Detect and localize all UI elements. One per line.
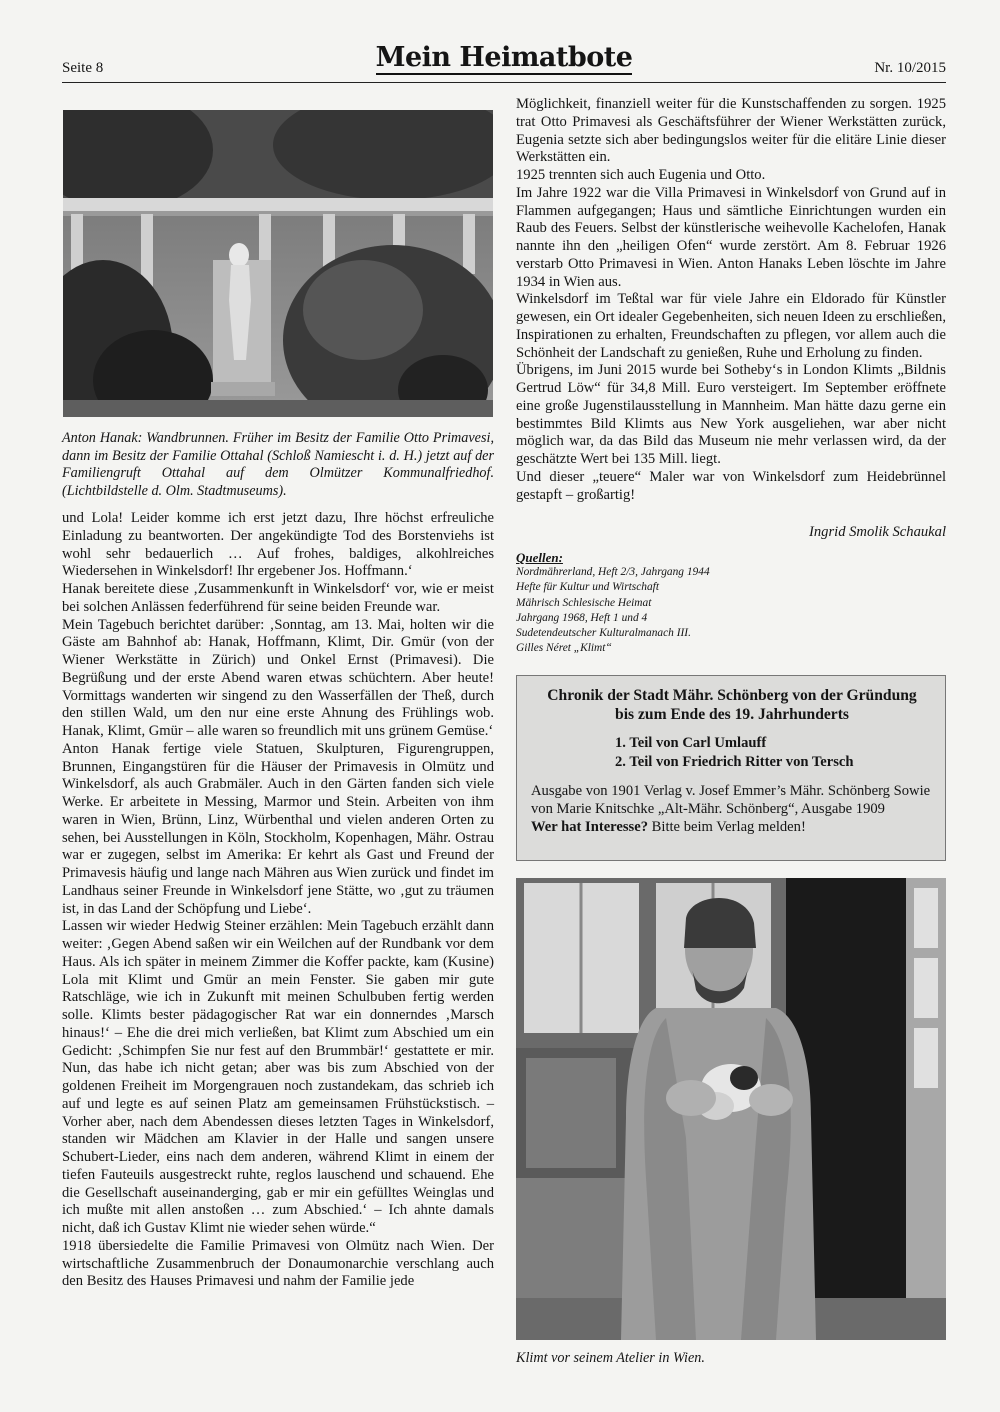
paragraph: und Lola! Leider komme ich erst jetzt dazu, Ihre höchst erfreuliche Einladung zu beantworten. Der angekündigte Tod des Borstenviehs ist wohl sehr bedauerlich … Auf frohes, baldiges, alkohlreiches Wiedersehen in Winkelsdorf! Ihr ergebener Jos. Hoffmann.‘ xyxy=(62,510,494,580)
source-item: Gilles Néret „Klimt“ xyxy=(516,642,612,655)
paragraph: Im Jahre 1922 war die Villa Primavesi in Winkelsdorf von Grund auf in Flammen aufgegangen; Haus und sämtliche Einrichtungen wurden ein Raub des Feuers. Selbst der künstlerische weihevolle Kachelofen, Hanak nannte ihn den „heiligen Ofen“ wurde zerstört. Am 8. Februar 1926 verstarb Otto Primavesi in Wien. Anton Hanaks Leben löschte im Jahre 1934 in Wien aus. xyxy=(516,184,946,290)
masthead-title xyxy=(62,42,946,75)
right-column-text xyxy=(516,96,946,504)
source-item: Nordmährerland, Heft 2/3, Jahrgang 1944 xyxy=(516,566,710,579)
paragraph: 1925 trennten sich auch Eugenia und Otto. xyxy=(516,167,766,183)
ad-text xyxy=(531,783,933,836)
paragraph: Mein Tagebuch berichtet darüber: ‚Sonntag, am 13. Mai, holten wir die Gäste am Bahnhof ab: Hanak, Hoffmann, Klimt, Dir. Gmür (von der Wiener Werkstätte in Zürich) und Onkel Ernst (Primavesi). Die Begrüßung und der erste Abend waren etwas schüchtern. Aber heute! Vormittags wanderten wir singend zu den Wasserfällen der Theß, durch den stillen Wald, um den nur eine erste Ahnung des Frühlings wob. Hanak, Klimt, Gmür – alle waren so freundlich mit uns grünem Gemüse.‘ xyxy=(62,616,494,739)
source-item: Hefte für Kultur und Wirtschaft xyxy=(516,581,660,594)
paragraph: Hanak bereitete diese ‚Zusammenkunft in Winkelsdorf‘ vor, wie er meist bei solchen Anlässen federführend für seine beiden Freunde war. xyxy=(62,581,494,615)
paragraph: Lassen wir wieder Hedwig Steiner erzählen: Mein Tagebuch erzählt dann weiter: ‚Gegen Abend saßen wir ein Weilchen auf der Rundbank vor dem Haus. Als ich später in meinem Zimmer die Koffer packte, kam (Kusine) Lola mit Klimt und Gmür an mein Fenster. Sie gaben mir gute Ratschläge, wie ich in Zukunft mit meinen Schulbuben fertig werden solle. Klimts bester pädagogischer Rat war ein donnerndes ‚Marsch hinaus!‘ – Ehe die drei mich verließen, bat Klimt zum Abschied um ein Gedicht: ‚Schimpfen Sie nur fest auf den Brummbär!‘ gestattete er mir. Nun, das habe ich nicht getan; aber was bis zum Abschied von der goldenen Freiheit im Morgengrauen noch zustandekam, das schrieb ich auf und legte es auf seinen Platz am gemeinsamen Frühstückstisch. – Vorher aber, nach dem Abendessen dieses letzten Tages in Winkelsdorf, standen wir Mädchen am Klavier in der Halle und sangen unsere Schubert-Lieder, eins nach dem anderen, während Klimt in einem der tiefen Fauteuils ausgestreckt ruhte, reglos lauschend und schauend. Ehe die Gesellschaft auseinanderging, gab er mir ein gefülltes Weinglas und ich mußte mit allen anstoßen … zum Abschied.‘ – Ich ahnte damals nicht, daß ich Gustav Klimt nie wieder sehen würde.“ xyxy=(62,918,494,1236)
ad-contact-line xyxy=(531,819,933,837)
source-item: Jahrgang 1968, Heft 1 und 4 xyxy=(516,611,648,624)
ad-question-rest: Bitte beim Verlag melden! xyxy=(648,818,806,835)
page-number: Seite 8 xyxy=(62,60,104,76)
paragraph: Winkelsdorf im Teßtal war für viele Jahre ein Eldorado für Künstler gewesen, ein Ort idealer Gegebenheiten, sich neuen Ideen zu erschließen, Inspirationen zu erhalten, Freundschaften zu pflegen, vor allem auch die Schönheit der Landschaft zu genießen, Ruhe und Erholung zu finden. xyxy=(516,291,946,361)
ad-question: Wer hat Interesse? xyxy=(531,818,649,835)
paragraph: Möglichkeit, finanziell weiter für die Kunstschaffenden zu sorgen. 1925 trat Otto Primavesi als Geschäftsführer der Wiener Werkstätten zurück, Eugenia setzte sich aber bedingungslos weiter für die elitäre Linie dieser Werkstätten ein. xyxy=(516,96,946,166)
paragraph: Anton Hanak fertige viele Statuen, Skulpturen, Figurengruppen, Brunnen, Eingangstüren für die Häuser der Primavesis in Olmütz und Winkelsdorf, als auch Grabmäler. Auch in den Gärten fanden sich viele Werke. Er arbeitete in Messing, Marmor und Stein. Arbeiten von ihm waren in Wien, Brünn, Linz, Würbenthal und vielen anderen Orten zu sehen, bei Ausstellungen in Köln, Stockholm, Kopenhagen, Mähr. Ostrau war er zugegen, selbst im Amerika: Er kehrt als Gast und Freund der Primavesis häufig und lange nach Mähren aus Wien zurück und findet im Landhaus seiner Freunde in Winkelsdorf jene Stätte, wo ‚gut zu träumen ist, in das Land der Schöpfung und Liebe‘. xyxy=(62,740,494,917)
issue-number: Nr. 10/2015 xyxy=(874,60,946,76)
fountain-illustration xyxy=(63,110,493,417)
left-column-text xyxy=(62,510,494,1291)
fountain-caption: Anton Hanak: Wandbrunnen. Früher im Besitz der Familie Otto Primavesi, dann im Besitz der Familie Ottahal (Schloß Namiescht i. d. H.) jetzt auf der Familiengruft Ottahal auf dem Olmützer Kommunalfriedhof. (Lichtbildstelle d. Olm. Stadtmuseums). xyxy=(62,430,494,499)
source-item: Sudetendeutscher Kulturalmanach III. xyxy=(516,627,691,640)
ad-title-line: Chronik der Stadt Mähr. Schönberg von der Gründung xyxy=(547,687,917,704)
klimt-photo xyxy=(516,878,946,1340)
ad-part-2: 2. Teil von Friedrich Ritter von Tersch xyxy=(615,753,854,770)
masthead-text: Mein Heimatbote xyxy=(375,42,633,73)
paragraph: Und dieser „teuere“ Maler war von Winkelsdorf zum Heidebrünnel gestapft – großartig! xyxy=(516,468,946,503)
ad-edition-text: Ausgabe von 1901 Verlag v. Josef Emmer’s Mähr. Schönberg Sowie von Marie Knitschke „Alt-Mähr. Schönberg“, Ausgabe 1909 xyxy=(531,783,931,817)
sources-heading: Quellen: xyxy=(516,550,563,565)
ad-title-line: bis zum Ende des 19. Jahrhunderts xyxy=(615,706,849,723)
page-header xyxy=(62,42,946,83)
klimt-caption: Klimt vor seinem Atelier in Wien. xyxy=(516,1350,705,1366)
ad-title xyxy=(531,686,933,724)
ad-parts xyxy=(531,734,933,771)
ad-part-1: 1. Teil von Carl Umlauff xyxy=(615,735,767,751)
chronicle-ad-box xyxy=(516,675,946,861)
paragraph: 1918 übersiedelte die Familie Primavesi von Olmütz nach Wien. Der wirtschaftliche Zusammenbruch der Donaumonarchie verschlang auch den Besitz des Hauses Primavesi und nahm der Familie jede xyxy=(62,1237,494,1290)
sources-list xyxy=(516,550,946,656)
author-signature: Ingrid Smolik Schaukal xyxy=(809,524,946,540)
fountain-photo xyxy=(63,110,493,417)
klimt-illustration xyxy=(516,878,946,1340)
paragraph: Übrigens, im Juni 2015 wurde bei Sotheby‘s in London Klimts „Bildnis Gertrud Löw“ für 34,8 Mill. Euro versteigert. Im September eröffnete eine große Jugenstilausstellung in Mannheim. Man hätte dazu gerne ein bestimmtes Bild Klimts aus New York ausgeliehen, war aber nicht möglich war, da das Bild das Museum nie mehr verlassen wird, da der geschätzte Wert bei 135 Mill. liegt. xyxy=(516,362,946,467)
source-item: Mährisch Schlesische Heimat xyxy=(516,596,652,609)
